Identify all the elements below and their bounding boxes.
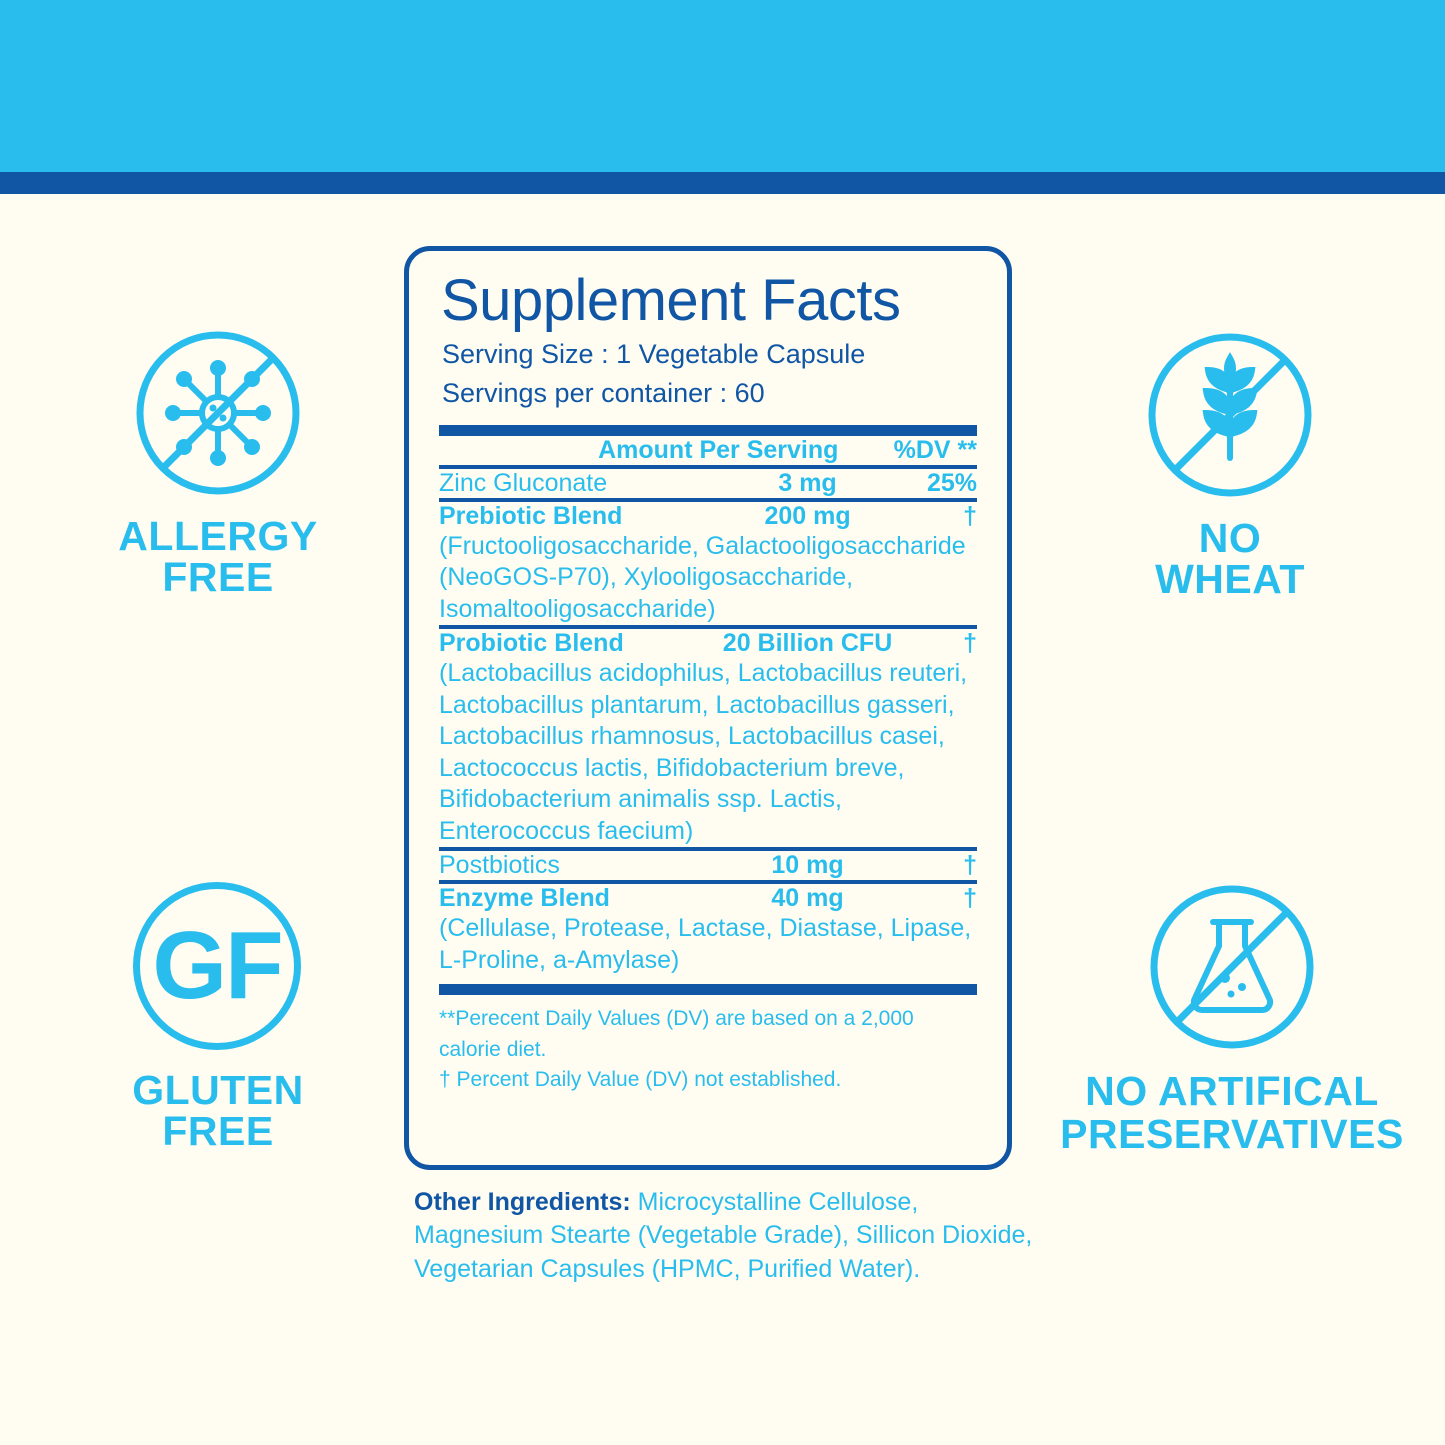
other-ingredients <box>414 1186 1054 1286</box>
table-row <box>439 502 977 626</box>
table-row <box>439 884 977 976</box>
badge-gluten-free <box>68 882 368 1152</box>
servings-per-container: Servings per container : 60 <box>442 377 765 408</box>
gf-glyph: GF <box>152 912 282 1019</box>
badge-allergy-line1: ALLERGY <box>118 513 318 559</box>
row-dv: † <box>963 501 977 530</box>
badge-gluten-line1: GLUTEN <box>132 1067 304 1113</box>
gf-circle-icon <box>133 882 303 1052</box>
row-name: Zinc Gluconate <box>439 468 608 497</box>
row-amount: 10 mg <box>771 851 844 880</box>
badge-gluten-line2: FREE <box>162 1108 274 1154</box>
top-blue-rule <box>0 172 1445 194</box>
row-name: Enzyme Blend <box>439 884 610 913</box>
row-dv: 25% <box>926 468 977 497</box>
divider-thick-bottom <box>439 984 977 995</box>
row-name: Probiotic Blend <box>439 629 624 658</box>
top-cyan-band <box>0 0 1445 172</box>
page-title: Supplement Facts <box>441 268 901 333</box>
row-amount: 20 Billion CFU <box>722 629 893 658</box>
badge-preservatives-line1: NO ARTIFICAL <box>1085 1068 1379 1114</box>
table-row <box>439 629 977 847</box>
badge-allergy-free <box>68 328 368 598</box>
serving-size: Serving Size : 1 Vegetable Capsule <box>442 338 866 369</box>
badge-wheat-line2: WHEAT <box>1155 556 1305 602</box>
badge-no-artificial-preservatives <box>1022 882 1442 1156</box>
badge-no-wheat <box>1080 330 1380 600</box>
footnote-dv-not-established: † Percent Daily Value (DV) not established. <box>439 1068 842 1092</box>
other-ingredients-text: Microcystalline Cellulose, Magnesium Stearte (Vegetable Grade), Sillicon Dioxide, Vegetarian Capsules (HPMC, Purified Water). <box>414 1188 1033 1283</box>
row-name: Prebiotic Blend <box>439 501 623 530</box>
flask-crossed-out-icon <box>1147 882 1317 1052</box>
row-amount: 3 mg <box>778 468 837 497</box>
footnote-dv-basis: **Perecent Daily Values (DV) are based on a 2,000 calorie diet. <box>439 1007 914 1061</box>
badge-preservatives-line2: PRESERVATIVES <box>1060 1111 1404 1158</box>
row-sub-ingredients: (Lactobacillus acidophilus, Lactobacillus reuteri, Lactobacillus plantarum, Lactobacillus gasseri, Lactobacillus rhamnosus, Lactobacillus casei, Lactococcus lactis, Bifidobacterium breve, Bifidobacterium animalis ssp. Lactis, Enterococcus faecium) <box>439 659 968 845</box>
badge-wheat-line1: NO <box>1198 515 1262 561</box>
supplement-facts-panel <box>404 246 1012 1170</box>
row-amount: 200 mg <box>764 501 851 530</box>
wheat-crossed-out-icon <box>1145 330 1315 500</box>
row-name: Postbiotics <box>439 851 560 880</box>
allergen-crossed-out-icon <box>133 328 303 498</box>
divider-thick-top <box>439 425 977 436</box>
supplement-facts-table <box>439 436 977 465</box>
header-percent-dv: %DV ** <box>893 435 977 464</box>
table-row <box>439 851 977 880</box>
row-dv: † <box>963 851 977 880</box>
row-dv: † <box>963 884 977 913</box>
row-dv: † <box>963 629 977 658</box>
row-sub-ingredients: (Cellulase, Protease, Lactase, Diastase, Lipase, L-Proline, a-Amylase) <box>439 914 972 974</box>
table-row <box>439 469 977 498</box>
header-amount-per-serving: Amount Per Serving <box>598 435 839 464</box>
other-ingredients-label: Other Ingredients: <box>414 1188 631 1216</box>
row-sub-ingredients: (Fructooligosaccharide, Galactooligosaccharide (NeoGOS-P70), Xylooligosaccharide, Isomaltooligosaccharide) <box>439 531 966 623</box>
table-header-row <box>439 436 977 465</box>
badge-allergy-line2: FREE <box>162 554 274 600</box>
row-amount: 40 mg <box>771 884 844 913</box>
